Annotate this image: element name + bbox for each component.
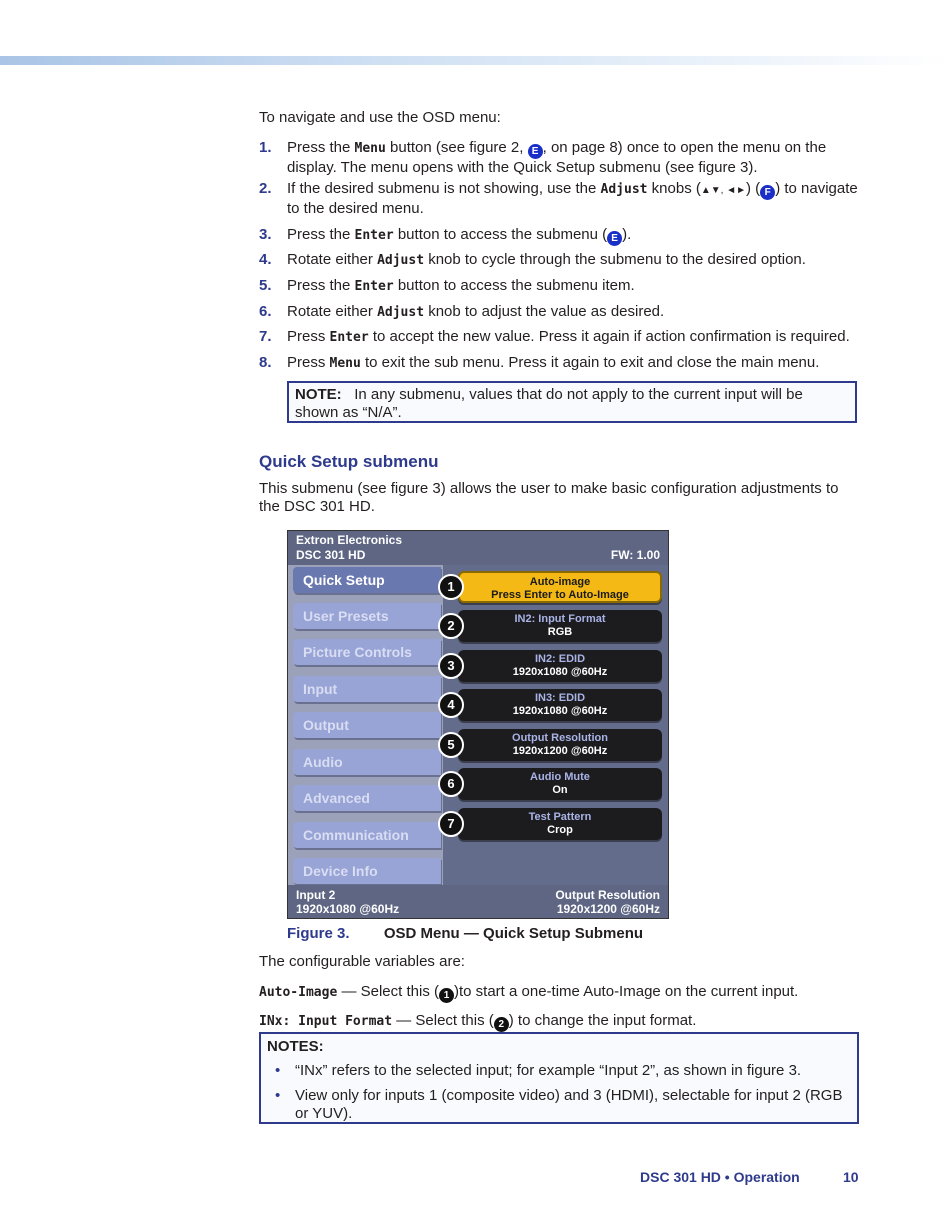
footer-title: DSC 301 HD • Operation [640,1169,800,1185]
step-text: If the desired submenu is not showing, use the Adjust knobs (▲▼, ◄►) ( F ) to navigate to the desired menu. [287,180,858,217]
config-intro: The configurable variables are: [259,953,465,970]
osd-menu-item-output: Output [293,712,441,738]
osd-menu-item-communication: Communication [293,822,441,848]
osd-model: DSC 301 HD [296,548,366,562]
callout-4-icon: 4 [438,692,464,718]
figure-caption [287,925,643,942]
step-text: Press the Enter button to access the submenu item. [287,277,635,294]
step-number: 8. [259,354,272,371]
osd-menu-item-picture-controls: Picture Controls [293,639,441,665]
page-footer [640,1169,859,1185]
intro-text: To navigate and use the OSD menu: [259,109,501,126]
step-text: Rotate either Adjust knob to cycle through the submenu to the desired option. [287,251,806,268]
osd-option-in2-edid: IN2: EDID 1920x1080 @60Hz [458,650,662,682]
bullet-icon: • [275,1062,281,1079]
osd-output-resolution: 1920x1200 @60Hz [556,902,660,916]
step-text: Press Menu to exit the sub menu. Press it again to exit and close the main menu. [287,354,820,371]
arrows-icon: ▲▼, ◄► [700,185,747,196]
step-number: 4. [259,251,272,268]
osd-option-input-format: IN2: Input Format RGB [458,610,662,642]
callout-2-icon: 2 [494,1017,509,1032]
step-number: 3. [259,226,272,243]
callout-7-icon: 7 [438,811,464,837]
callout-e-icon: E [607,231,622,246]
osd-input-label: Input 2 [296,888,336,902]
callout-1-icon: 1 [438,574,464,600]
osd-option-test-pattern: Test Pattern Crop [458,808,662,840]
step-text: Rotate either Adjust knob to adjust the value as desired. [287,303,665,320]
osd-firmware: FW: 1.00 [610,548,660,562]
osd-option-output-resolution: Output Resolution 1920x1200 @60Hz [458,729,662,761]
osd-option-auto-image: Auto-image Press Enter to Auto-Image [458,571,662,603]
osd-menu-item-advanced: Advanced [293,785,441,811]
osd-options-panel [443,565,668,885]
osd-output-label: Output Resolution [555,888,660,902]
callout-f-icon: F [760,185,775,200]
figure-title: OSD Menu — Quick Setup Submenu [383,925,644,942]
notes-bullet-1: • “INx” refers to the selected input; for example “Input 2”, as shown in figure 3. [275,1062,802,1079]
variable-auto-image: Auto-Image — Select this ( 1 )to start a one-time Auto-Image on the current input. [259,983,799,1001]
osd-footer [288,885,668,918]
osd-menu-item-input: Input [293,676,441,702]
osd-menu-list [288,565,443,885]
step-number: 2. [259,180,272,197]
callout-6-icon: 6 [438,771,464,797]
note-label: NOTE: [295,386,342,403]
variable-input-format: INx: Input Format — Select this ( 2 ) to change the input format. [259,1012,697,1030]
osd-menu-item-device-info: Device Info [293,858,441,884]
notes-bullet-2: • View only for inputs 1 (composite video) and 3 (HDMI), selectable for input 2 (RGB or YUV). [275,1087,843,1122]
bullet-icon: • [275,1087,281,1104]
step-text: Press the Menu button (see figure 2, E , on page 8) once to open the menu on the display. The menu opens with the Quick Setup submenu (see figure 3). [287,139,827,176]
osd-menu-item-quick-setup: Quick Setup [293,567,441,593]
page-number: 10 [843,1169,859,1185]
callout-5-icon: 5 [438,732,464,758]
header-gradient-bar [0,56,950,65]
osd-option-in3-edid: IN3: EDID 1920x1080 @60Hz [458,689,662,721]
osd-option-audio-mute: Audio Mute On [458,768,662,800]
step-number: 1. [259,139,272,156]
notes-label: NOTES: [267,1038,324,1055]
osd-menu-item-audio: Audio [293,749,441,775]
note-box [287,381,857,423]
callout-e-icon: E [528,144,543,159]
note-text: In any submenu, values that do not apply to the current input will be shown as “N/A”. [295,386,803,421]
osd-brand: Extron Electronics [296,533,403,547]
figure-number: Figure 3. [287,925,350,942]
osd-header [288,531,668,565]
step-text: Press the Enter button to access the submenu ( E ). [287,226,632,244]
section-paragraph: This submenu (see figure 3) allows the user to make basic configuration adjustments to the DSC 301 HD. [259,480,839,515]
step-number: 6. [259,303,272,320]
callout-3-icon: 3 [438,653,464,679]
callout-1-icon: 1 [439,988,454,1003]
step-number: 7. [259,328,272,345]
section-heading: Quick Setup submenu [259,452,439,471]
osd-input-resolution: 1920x1080 @60Hz [296,902,400,916]
step-text: Press Enter to accept the new value. Press it again if action confirmation is required. [287,328,850,345]
step-number: 5. [259,277,272,294]
osd-menu-figure [287,530,669,919]
notes-box [259,1032,859,1124]
osd-menu-item-user-presets: User Presets [293,603,441,629]
callout-2-icon: 2 [438,613,464,639]
